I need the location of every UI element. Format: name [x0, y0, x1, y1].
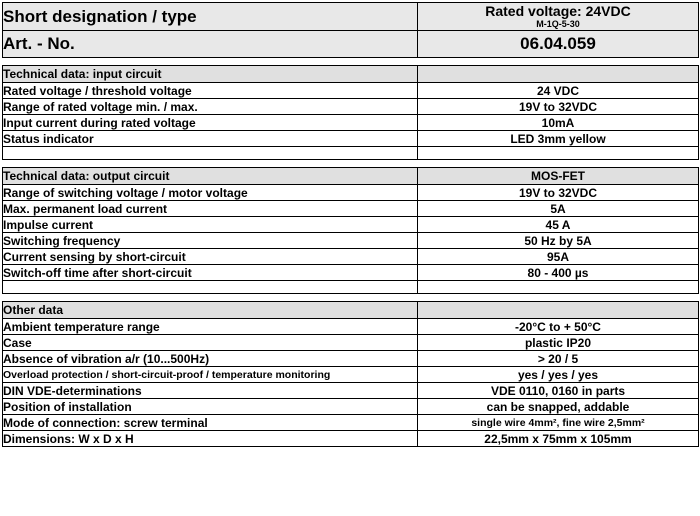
table-row	[3, 319, 699, 335]
section-title-input: Technical data: input circuit	[3, 66, 418, 83]
table-row	[3, 201, 699, 217]
section-title-value-output: MOS-FET	[418, 168, 699, 185]
table-row	[3, 233, 699, 249]
row-label: Absence of vibration a/r (10...500Hz)	[3, 351, 418, 367]
row-label: Switch-off time after short-circuit	[3, 265, 418, 281]
row-value	[418, 281, 699, 294]
section-header-row	[3, 168, 699, 185]
row-value: can be snapped, addable	[418, 399, 699, 415]
section-title-value-other	[418, 302, 699, 319]
table-row	[3, 83, 699, 99]
row-value: > 20 / 5	[418, 351, 699, 367]
header-table	[2, 2, 699, 58]
row-label: Range of switching voltage / motor voltage	[3, 185, 418, 201]
row-label: Status indicator	[3, 131, 418, 147]
row-value: VDE 0110, 0160 in parts	[418, 383, 699, 399]
type-code: M-1Q-5-30	[536, 19, 580, 29]
row-value: 24 VDC	[418, 83, 699, 99]
section-title-output: Technical data: output circuit	[3, 168, 418, 185]
table-row	[3, 99, 699, 115]
row-value: 10mA	[418, 115, 699, 131]
table-row	[3, 217, 699, 233]
section-header-row	[3, 66, 699, 83]
row-label: Overload protection / short-circuit-proof / temperature monitoring	[3, 367, 418, 383]
row-label: Dimensions: W x D x H	[3, 431, 418, 447]
row-value: 80 - 400 µs	[418, 265, 699, 281]
row-label: Case	[3, 335, 418, 351]
table-row	[3, 415, 699, 431]
row-value: 19V to 32VDC	[418, 185, 699, 201]
section-output-circuit	[2, 167, 699, 294]
table-row	[3, 265, 699, 281]
row-value: 5A	[418, 201, 699, 217]
table-row	[3, 335, 699, 351]
header-row-artno	[3, 31, 699, 58]
table-row	[3, 131, 699, 147]
row-label	[3, 281, 418, 294]
spacer-3	[2, 294, 698, 301]
row-label: Max. permanent load current	[3, 201, 418, 217]
rated-voltage-title: Rated voltage: 24VDC	[485, 3, 631, 19]
row-value: 45 A	[418, 217, 699, 233]
row-label: Switching frequency	[3, 233, 418, 249]
rated-voltage-cell	[418, 3, 699, 31]
row-value: 95A	[418, 249, 699, 265]
art-no-label: Art. - No.	[3, 31, 418, 58]
row-label	[3, 147, 418, 160]
row-label: Input current during rated voltage	[3, 115, 418, 131]
row-value: LED 3mm yellow	[418, 131, 699, 147]
row-label: Ambient temperature range	[3, 319, 418, 335]
row-value: yes / yes / yes	[418, 367, 699, 383]
spacer-1	[2, 58, 698, 65]
spacer-2	[2, 160, 698, 167]
datasheet	[2, 2, 698, 447]
section-title-other: Other data	[3, 302, 418, 319]
row-value: single wire 4mm², fine wire 2,5mm²	[418, 415, 699, 431]
row-value: 50 Hz by 5A	[418, 233, 699, 249]
table-row	[3, 383, 699, 399]
section-other-data	[2, 301, 699, 447]
section-title-value-input	[418, 66, 699, 83]
row-value	[418, 147, 699, 160]
row-label: Position of installation	[3, 399, 418, 415]
table-row	[3, 249, 699, 265]
table-row	[3, 431, 699, 447]
row-value: plastic IP20	[418, 335, 699, 351]
row-label: Impulse current	[3, 217, 418, 233]
art-no-value: 06.04.059	[418, 31, 699, 58]
table-row	[3, 185, 699, 201]
section-header-row	[3, 302, 699, 319]
row-label: DIN VDE-determinations	[3, 383, 418, 399]
table-row	[3, 351, 699, 367]
table-row-empty	[3, 281, 699, 294]
row-label: Range of rated voltage min. / max.	[3, 99, 418, 115]
table-row-empty	[3, 147, 699, 160]
row-value: 22,5mm x 75mm x 105mm	[418, 431, 699, 447]
row-value: -20°C to + 50°C	[418, 319, 699, 335]
short-designation-label: Short designation / type	[3, 3, 418, 31]
table-row	[3, 115, 699, 131]
header-row-designation	[3, 3, 699, 31]
section-input-circuit	[2, 65, 699, 160]
row-label: Rated voltage / threshold voltage	[3, 83, 418, 99]
row-label: Current sensing by short-circuit	[3, 249, 418, 265]
row-value: 19V to 32VDC	[418, 99, 699, 115]
table-row	[3, 367, 699, 383]
table-row	[3, 399, 699, 415]
row-label: Mode of connection: screw terminal	[3, 415, 418, 431]
